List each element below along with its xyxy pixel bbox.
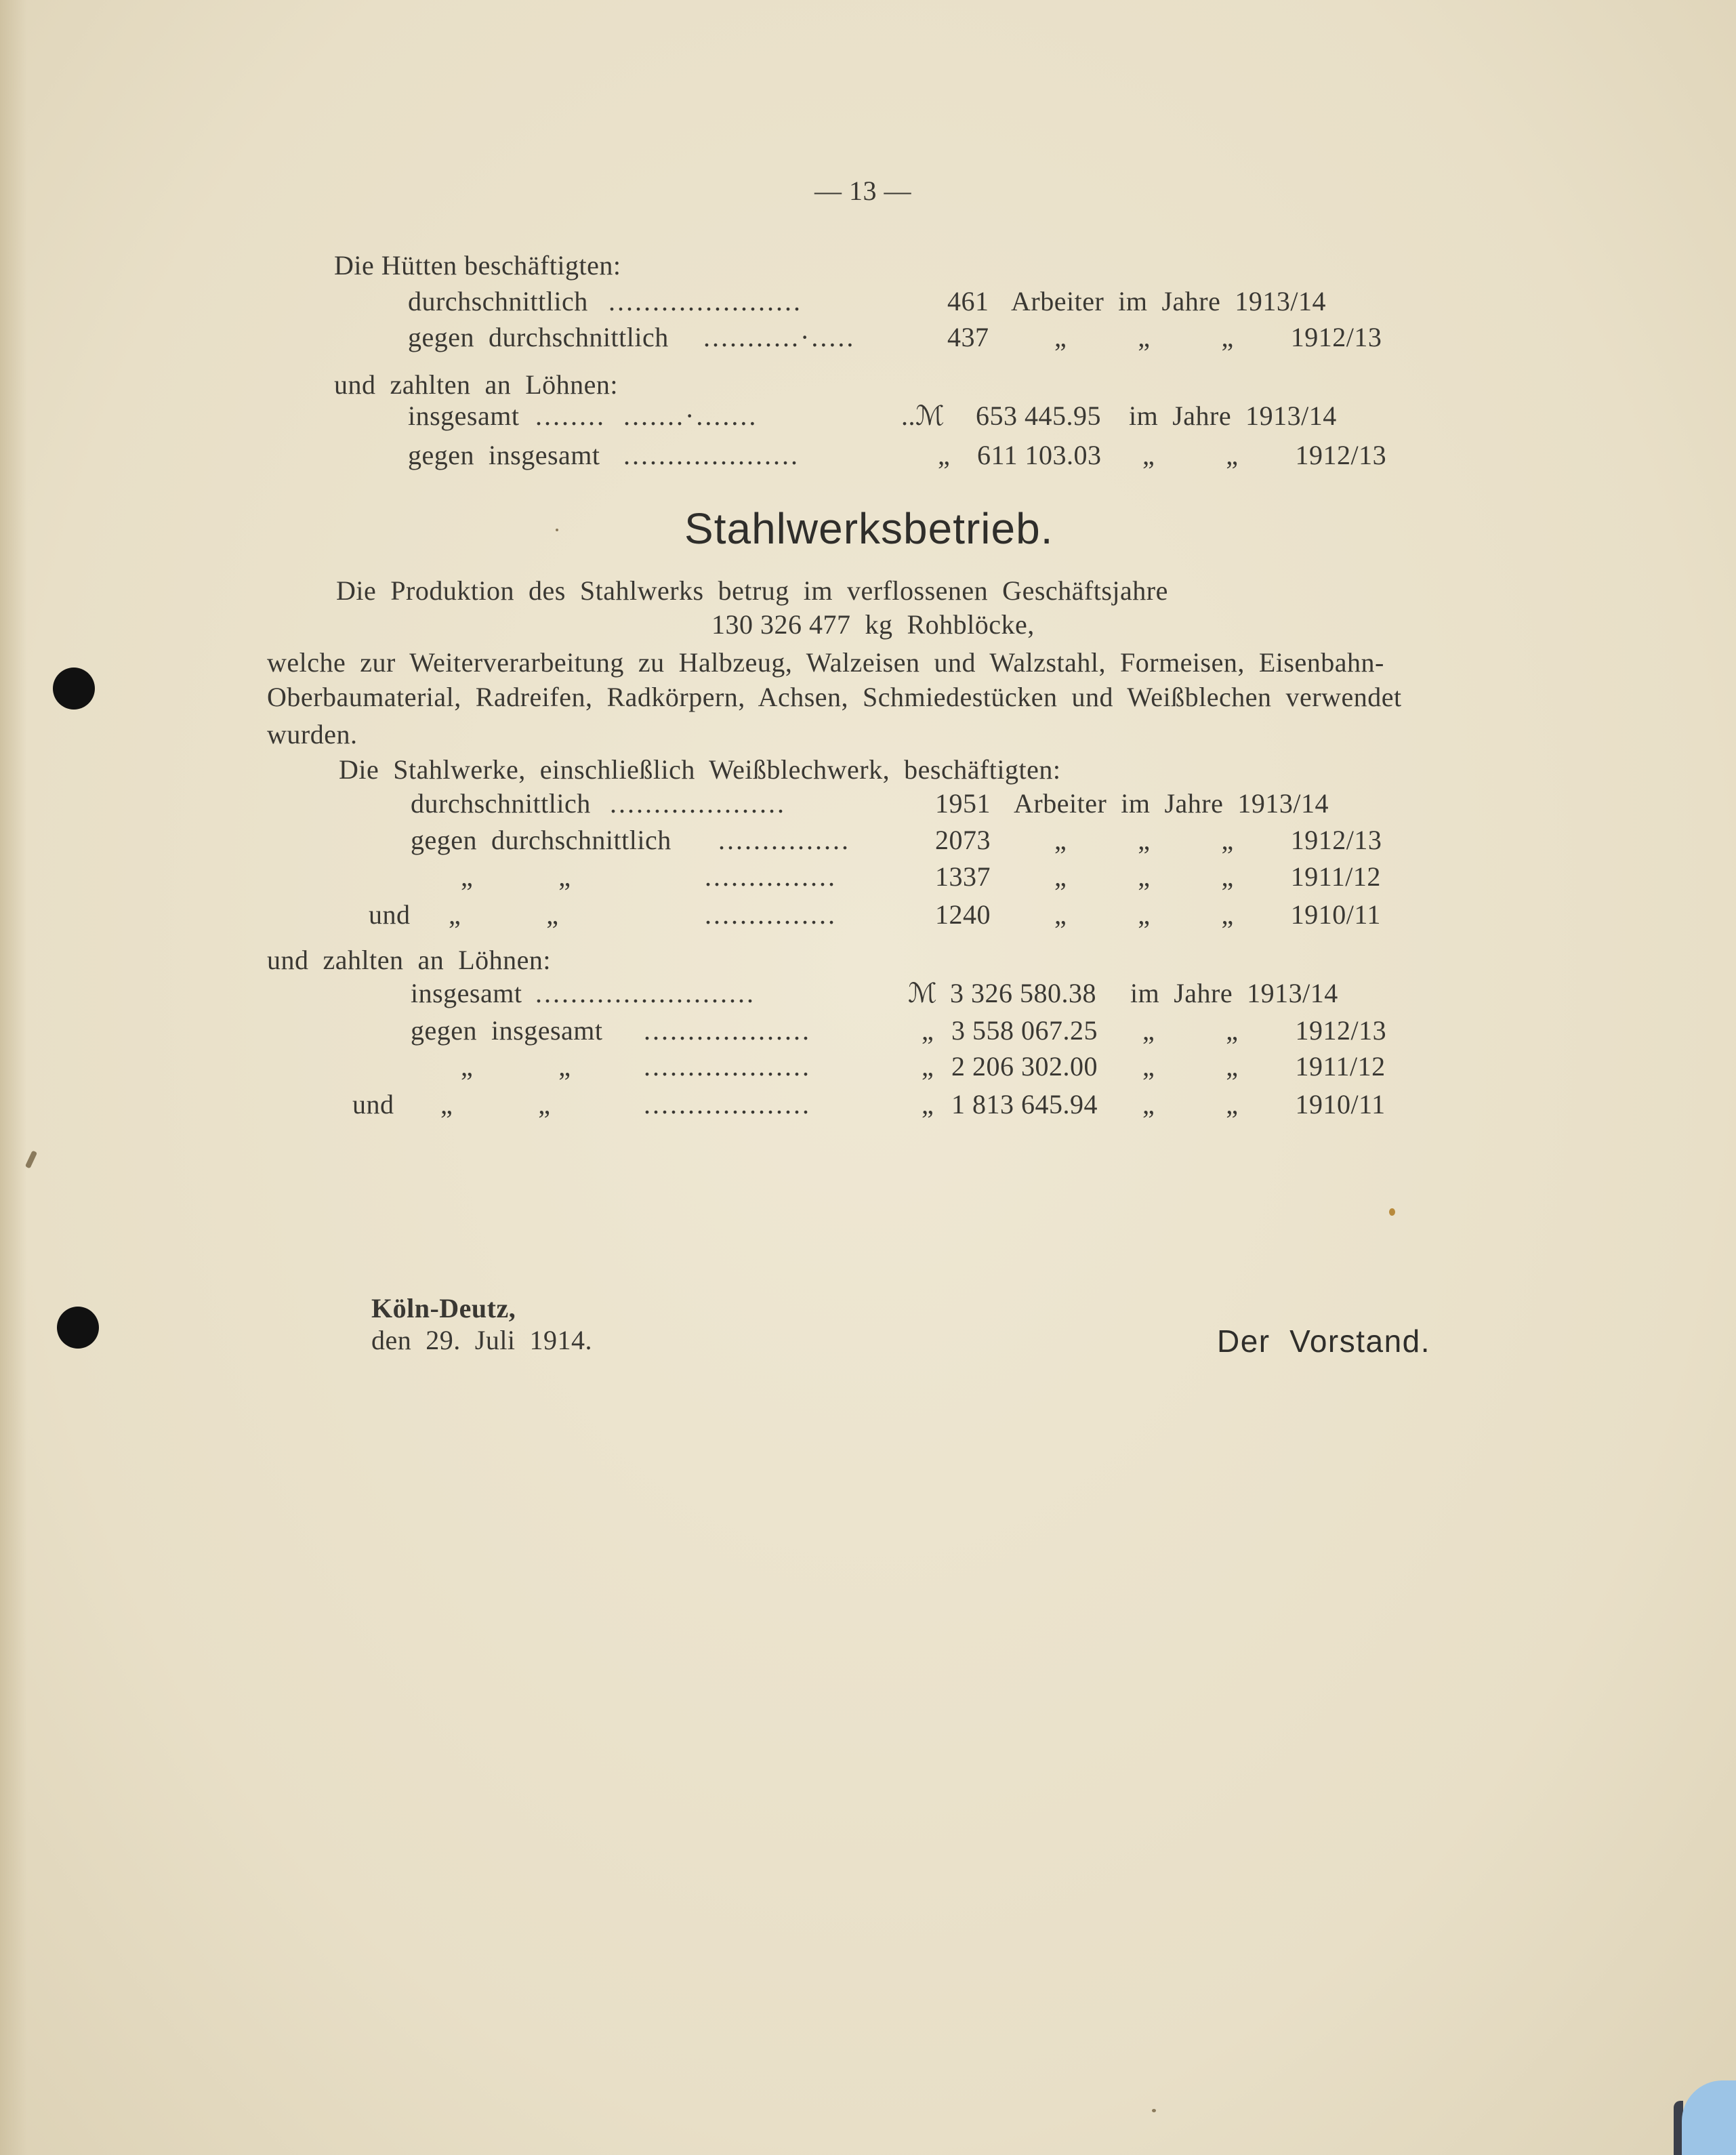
row-value: 1 813 645.94 xyxy=(951,1089,1098,1120)
production-line-1: Die Produktion des Stahlwerks betrug im verflossenen Geschäftsjahre xyxy=(336,575,1168,606)
leader-dots: ................... xyxy=(644,1051,811,1082)
leader-dots: .................... xyxy=(610,788,786,819)
punch-hole-top xyxy=(53,668,95,710)
row-label: „ „ xyxy=(440,1089,551,1120)
row-rest: „ „ „ 1912/13 xyxy=(1054,825,1382,855)
row-rest: „ „ 1912/13 xyxy=(1142,440,1387,470)
place-date-line xyxy=(343,1260,592,1388)
row-rest: Arbeiter im Jahre 1913/14 xyxy=(1014,788,1329,819)
row-value: 3 326 580.38 xyxy=(950,978,1096,1008)
currency-mark: ..ℳ xyxy=(901,401,945,431)
row-value: 2 206 302.00 xyxy=(951,1051,1098,1082)
row-value: 1951 xyxy=(935,788,991,819)
row-rest: Arbeiter im Jahre 1913/14 xyxy=(1011,286,1326,316)
currency-mark: „ xyxy=(938,440,951,470)
signature: Der Vorstand. xyxy=(1217,1323,1431,1359)
row-rest: „ „ 1912/13 xyxy=(1142,1015,1387,1046)
huetten-lohn-intro: und zahlten an Löhnen: xyxy=(334,369,619,400)
usage-line-3: wurden. xyxy=(267,719,358,750)
row-value: 611 103.03 xyxy=(977,440,1102,470)
row-value: 3 558 067.25 xyxy=(951,1015,1098,1046)
row-label: durchschnittlich xyxy=(408,286,588,316)
leader-dots: ...................... xyxy=(608,286,802,316)
page-edge-shadow xyxy=(0,0,27,2155)
row-prefix: und xyxy=(352,1089,394,1120)
row-label: insgesamt xyxy=(411,978,522,1008)
row-value: 2073 xyxy=(935,825,991,855)
row-label: gegen durchschnittlich xyxy=(411,825,671,855)
stahl-lohn-intro: und zahlten an Löhnen: xyxy=(267,945,552,975)
row-label: „ „ xyxy=(461,1051,571,1082)
leader-dots: ...........·..... xyxy=(703,322,856,352)
row-label: insgesamt xyxy=(408,401,520,431)
huetten-intro: Die Hütten beschäftigten: xyxy=(334,250,621,281)
leader-dots: ............... xyxy=(705,861,837,892)
leader-dots: ............... xyxy=(705,899,837,930)
row-rest: „ „ 1910/11 xyxy=(1142,1089,1386,1120)
page-number: — 13 — xyxy=(814,176,911,206)
row-value: 1240 xyxy=(935,899,991,930)
row-rest: „ „ „ 1911/12 xyxy=(1054,861,1381,892)
production-line-2: 130 326 477 kg Rohblöcke, xyxy=(711,609,1035,640)
row-label: gegen insgesamt xyxy=(408,440,600,470)
place: Köln-Deutz, xyxy=(371,1293,516,1323)
currency-mark: „ xyxy=(922,1089,934,1120)
usage-line-2: Oberbaumaterial, Radreifen, Radkörpern, Achsen, Schmiedestücken und Weißblechen verwendet xyxy=(267,682,1402,712)
row-rest: im Jahre 1913/14 xyxy=(1129,401,1337,431)
row-rest: „ „ 1911/12 xyxy=(1142,1051,1386,1082)
leader-dots: ............... xyxy=(718,825,850,855)
row-rest: „ „ „ 1912/13 xyxy=(1054,322,1382,352)
currency-mark: „ xyxy=(922,1051,934,1082)
row-prefix: und xyxy=(369,899,411,930)
row-label: durchschnittlich xyxy=(411,788,591,819)
row-value: 437 xyxy=(947,322,989,352)
paper-speck xyxy=(1389,1208,1395,1216)
row-label: gegen insgesamt xyxy=(411,1015,603,1046)
punch-hole-bottom xyxy=(57,1307,99,1349)
leader-dots: ................... xyxy=(644,1089,811,1120)
leader-dots: ................... xyxy=(644,1015,811,1046)
leader-dots: .................... xyxy=(623,440,800,470)
leader-dots: ........ .......·....... xyxy=(535,401,758,431)
row-label: „ „ xyxy=(449,899,559,930)
row-rest: im Jahre 1913/14 xyxy=(1130,978,1338,1008)
row-rest: „ „ „ 1910/11 xyxy=(1054,899,1381,930)
paper-speck xyxy=(1152,2109,1156,2112)
row-value: 461 xyxy=(947,286,989,316)
usage-line-1: welche zur Weiterverarbeitung zu Halbzeug, Walzeisen und Walzstahl, Formeisen, Eisenbahn- xyxy=(267,647,1384,678)
section-heading: Stahlwerksbetrieb. xyxy=(684,504,1054,553)
date: den 29. Juli 1914. xyxy=(371,1325,593,1355)
currency-mark: ℳ xyxy=(908,978,938,1008)
currency-mark: „ xyxy=(922,1015,934,1046)
row-label: „ „ xyxy=(461,861,571,892)
row-label: gegen durchschnittlich xyxy=(408,322,669,352)
paper-speck xyxy=(556,529,558,531)
page-corner-tab xyxy=(1682,2080,1736,2155)
row-value: 653 445.95 xyxy=(976,401,1101,431)
row-value: 1337 xyxy=(935,861,991,892)
leader-dots: ......................... xyxy=(535,978,756,1008)
stahl-workers-intro: Die Stahlwerke, einschließlich Weißblechwerk, beschäftigten: xyxy=(339,754,1061,785)
